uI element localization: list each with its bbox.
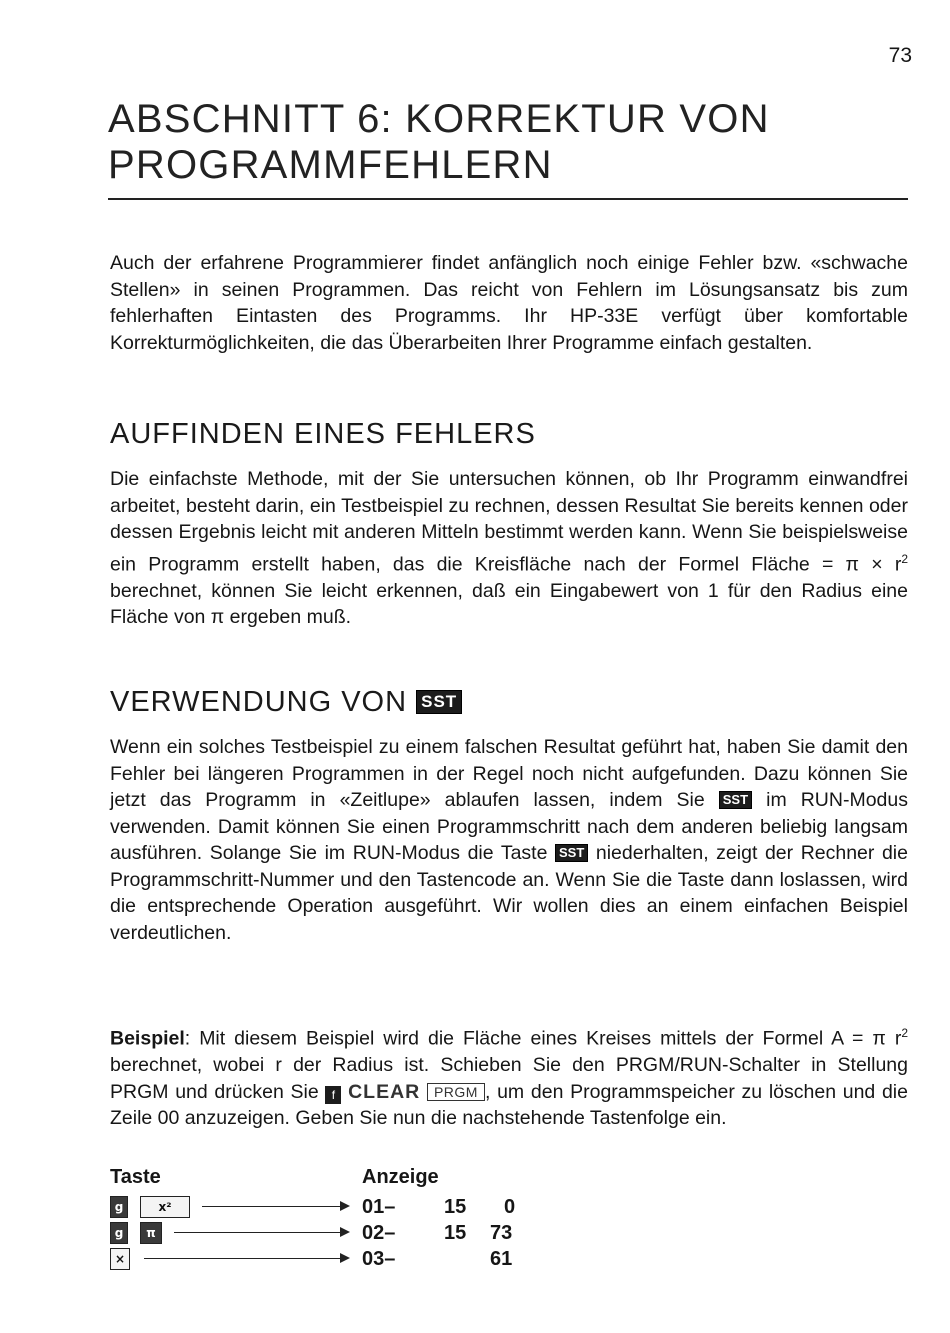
- table-row: [110, 1247, 530, 1271]
- sst-text-1: Wenn ein solches Testbeispiel zu einem falschen Resultat geführt hat, haben Sie damit den Fehler bei längeren Programmen in der Regel noch nicht aufgefunden. Dazu können Sie jetzt das Programm in «Zeitlupe» ablaufen lassen, indem Sie: [110, 736, 908, 811]
- example-text-1: : Mit diesem Beispiel wird die Fläche eines Kreises mittels der Formel A = π r: [184, 1027, 902, 1050]
- key-code: 0: [504, 1196, 516, 1218]
- arrow-head-icon: [340, 1227, 350, 1237]
- sst-text-3: niederhalten, zeigt der Rechner die Programmschritt-Nummer und den Tastencode an. Wenn Sie die Taste dann loslassen, wird die entsprechende Operation ausgeführt. Wir wollen dies an einem einfachen Beispiel verdeutlichen.: [110, 842, 908, 944]
- title-rule: [108, 198, 908, 200]
- prgm-key-icon: PRGM: [427, 1083, 485, 1101]
- table-row: [110, 1221, 530, 1245]
- multiply-key-icon: ×: [110, 1248, 130, 1270]
- superscript-2: 2: [901, 1026, 908, 1040]
- chapter-title: ABSCHNITT 6: KORREKTUR VON PROGRAMMFEHLERN: [108, 97, 770, 187]
- step-number: 01–: [362, 1196, 396, 1218]
- example-paragraph: [110, 1020, 908, 1132]
- step-number: 02–: [362, 1222, 396, 1244]
- section-heading-sst: [110, 686, 462, 719]
- finding-errors-text-1: Die einfachste Methode, mit der Sie untersuchen können, ob Ihr Programm einwandfrei arbeitet, besteht darin, ein Testbeispiel zu rechnen, dessen Resultat Sie bereits kennen oder dessen Ergebnis leicht mit anderen Mitteln bestimmt werden kann. Wenn Sie beispielsweise ein Programm erstellt haben, das die Kreisfläche nach der Formel Fläche = π × r: [110, 468, 908, 575]
- example-text-3: , um den Programmspeicher zu löschen und die Zeile 00 anzuzeigen. Geben Sie nun die nachstehende Tastenfolge ein.: [110, 1080, 908, 1129]
- pi-key-icon: π: [140, 1222, 162, 1244]
- sst-text-2: im RUN-Modus verwenden. Damit können Sie einen Programmschritt nach dem anderen beliebig langsam ausführen. Solange Sie im RUN-Modus die Taste: [110, 789, 908, 864]
- g-key-icon: g: [110, 1222, 128, 1244]
- sst-key-icon: SST: [416, 690, 462, 714]
- arrow-head-icon: [340, 1253, 350, 1263]
- section-heading-finding-errors: AUFFINDEN EINES FEHLERS: [110, 418, 536, 450]
- sst-key-inline: SST: [555, 844, 588, 862]
- intro-paragraph: Auch der erfahrene Programmierer findet anfänglich noch einige Fehler bzw. «schwache Stellen» in seinen Programmen. Das reicht von Fehlern im Lösungsansatz bis zum fehlerhaften Eintasten des Programms. Ihr HP-33E verfügt über komfortable Korrekturmöglichkeiten, die das Überarbeiten Ihrer Programme einfach gestalten.: [110, 252, 908, 354]
- example-label: Beispiel: [110, 1027, 185, 1050]
- superscript-2: 2: [901, 551, 908, 566]
- x-squared-key-icon: x²: [140, 1196, 190, 1218]
- arrow-line: [144, 1258, 340, 1259]
- f-key-icon: f: [325, 1086, 341, 1104]
- section-heading-sst-text: VERWENDUNG VON: [110, 686, 408, 718]
- sst-paragraph: [110, 734, 908, 946]
- key-code: 73: [490, 1222, 513, 1244]
- example-text-2: berechnet, wobei r der Radius ist. Schieben Sie den PRGM/RUN-Schalter in Stellung PRGM und drücken Sie: [110, 1054, 908, 1103]
- table-row: [110, 1195, 530, 1219]
- arrow-line: [174, 1232, 340, 1233]
- key-code: 15: [444, 1196, 467, 1218]
- finding-errors-text-2: berechnet, können Sie leicht erkennen, daß ein Eingabewert von 1 für den Radius eine Fläche von π ergeben muß.: [110, 579, 908, 628]
- table-header-keys: Taste: [110, 1166, 161, 1188]
- page-number: 73: [888, 44, 912, 67]
- table-header-display: Anzeige: [362, 1166, 439, 1188]
- arrow-head-icon: [340, 1201, 350, 1211]
- clear-label: CLEAR: [348, 1080, 421, 1103]
- sst-key-inline: SST: [719, 791, 752, 809]
- arrow-line: [202, 1206, 340, 1207]
- g-key-icon: g: [110, 1196, 128, 1218]
- key-code: 61: [490, 1248, 513, 1270]
- step-number: 03–: [362, 1248, 396, 1270]
- finding-errors-paragraph: [110, 466, 908, 631]
- key-code: 15: [444, 1222, 467, 1244]
